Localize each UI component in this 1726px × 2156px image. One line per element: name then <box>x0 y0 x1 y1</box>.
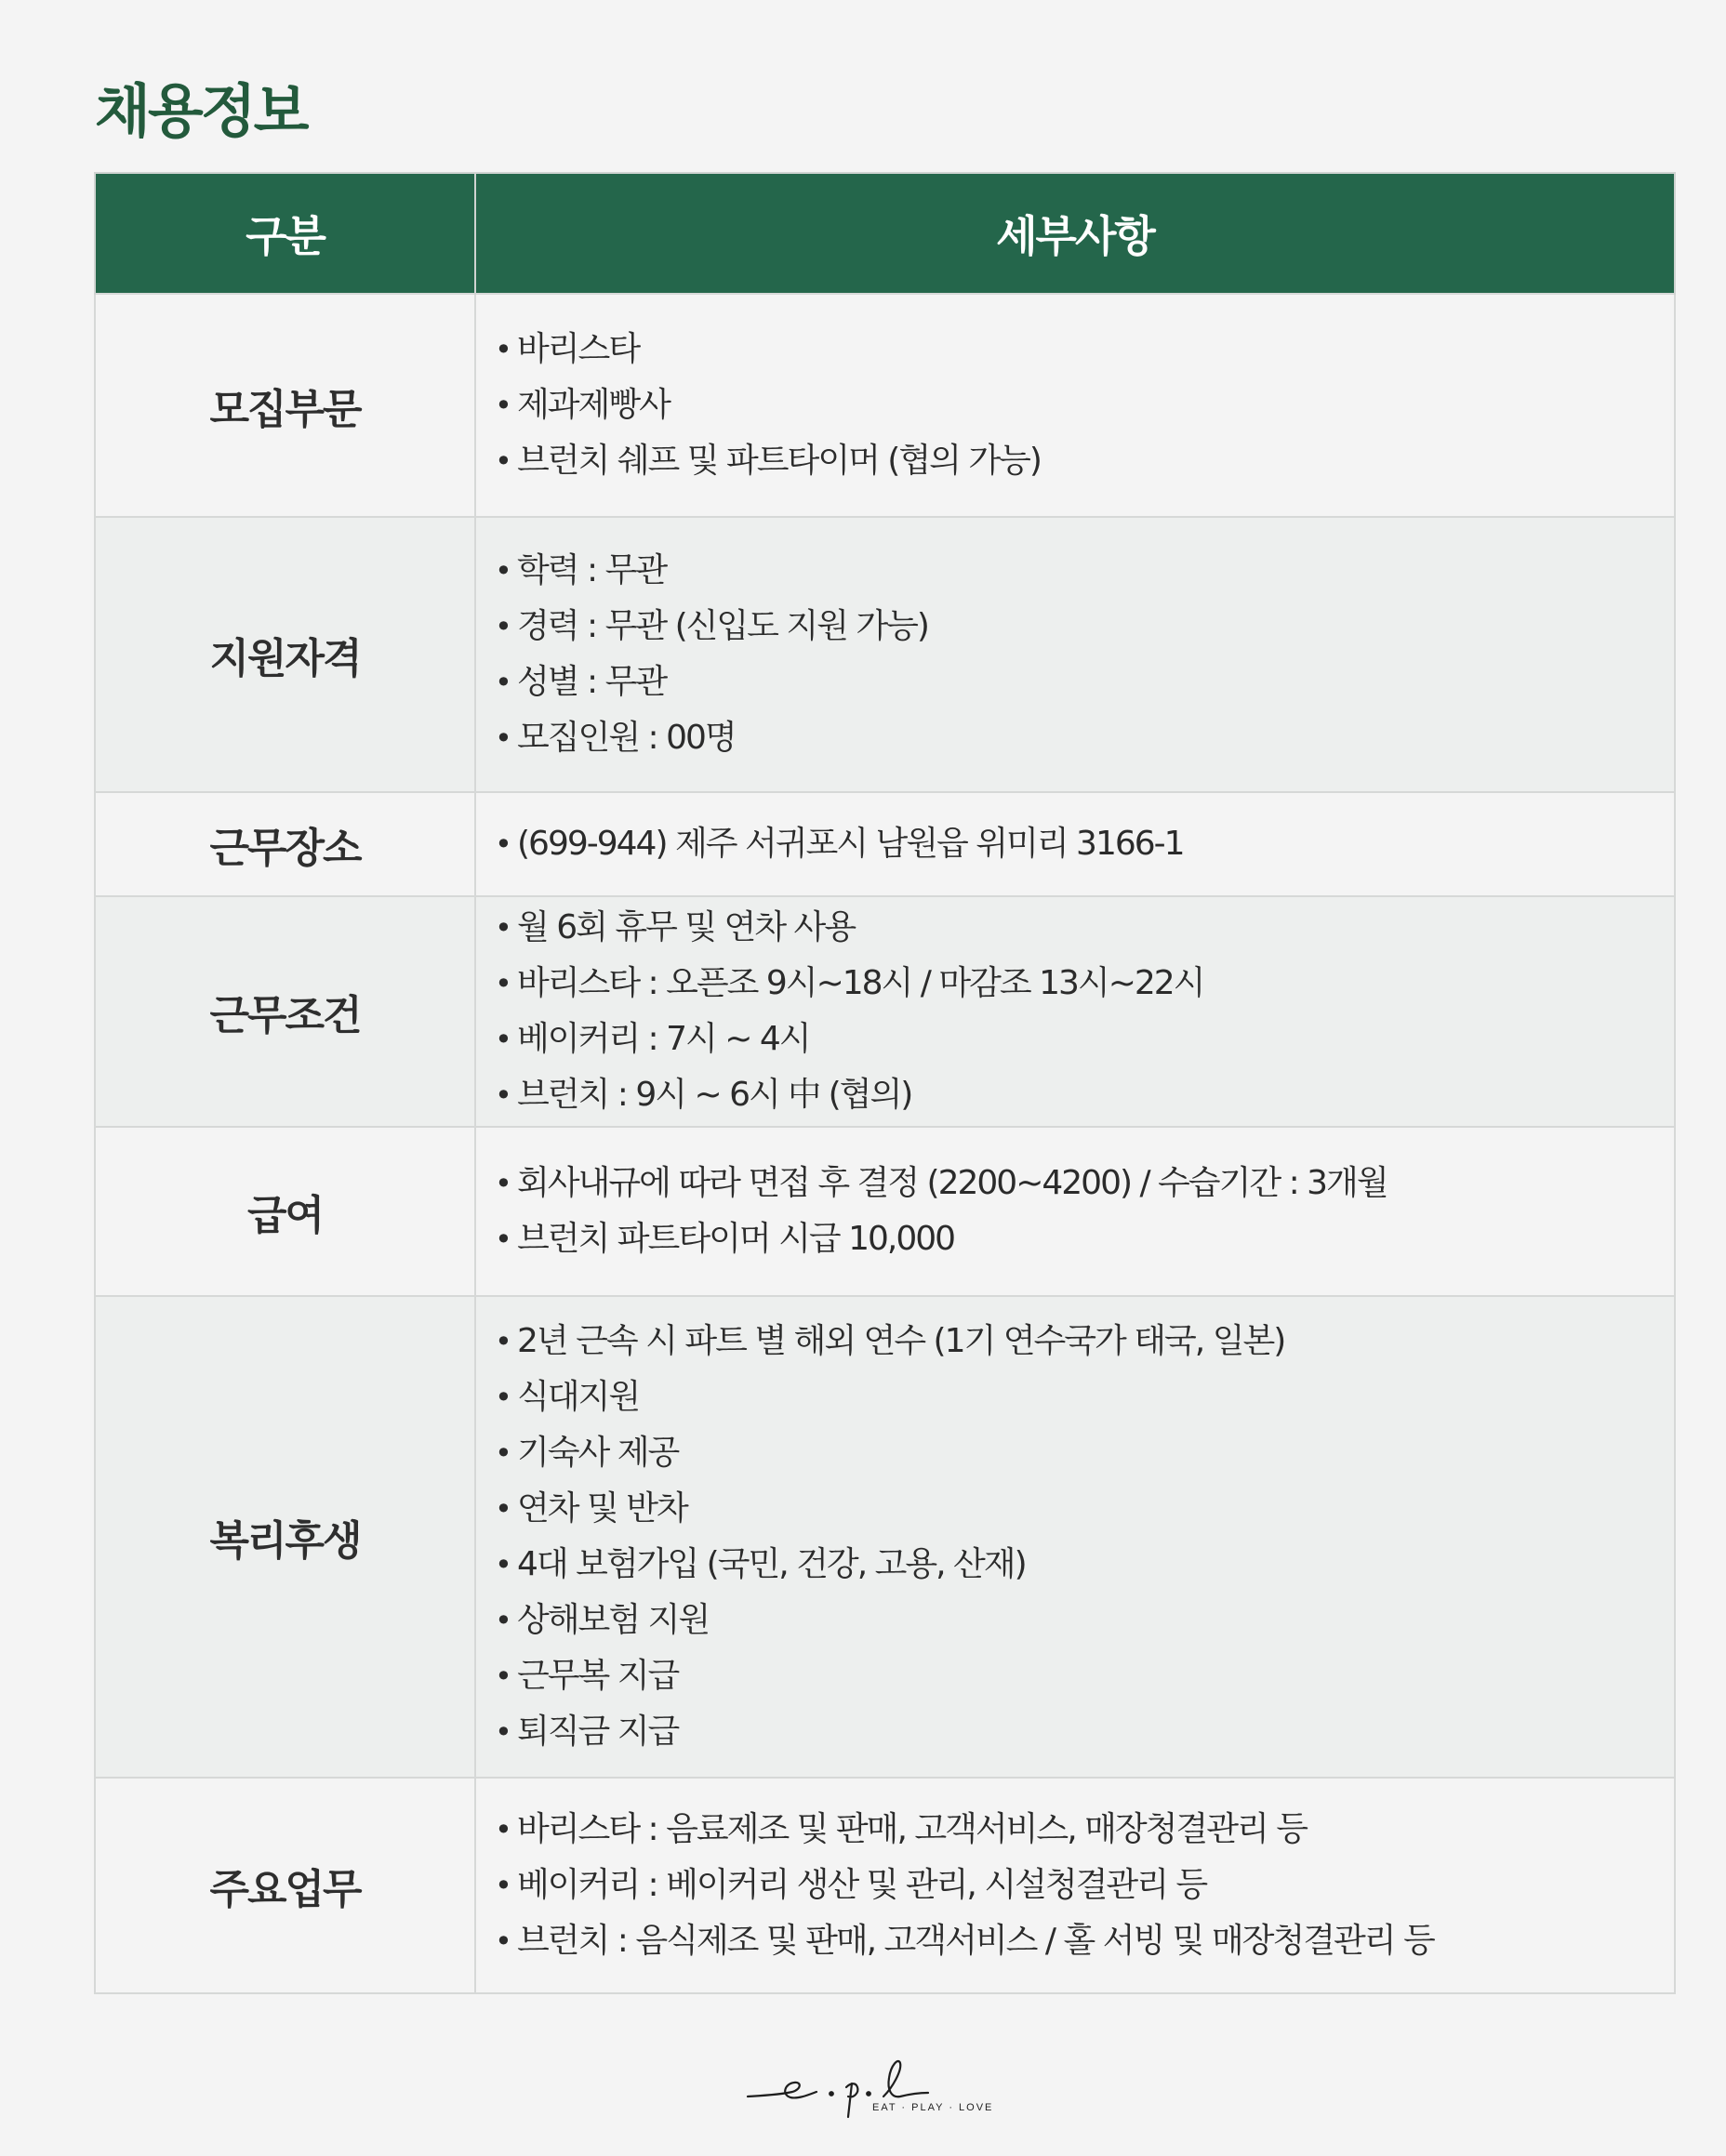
list-item-text: 회사내규에 따라 면접 후 결정 (2200~4200) / 수습기간 : 3개월 <box>517 1164 1387 1202</box>
detail-list <box>495 900 1674 1123</box>
row-details <box>475 294 1675 517</box>
list-item-text: 베이커리 : 베이커리 생산 및 관리, 시설청결관리 등 <box>517 1866 1207 1904</box>
list-item-text: 2년 근속 시 파트 별 해외 연수 (1기 연수국가 태국, 일본) <box>517 1322 1285 1360</box>
list-item <box>495 1593 1674 1648</box>
list-item <box>495 1913 1674 1969</box>
bullet-icon: • <box>495 443 511 479</box>
list-item <box>495 1802 1674 1858</box>
brand-logo <box>744 2050 994 2124</box>
list-item <box>495 1648 1674 1704</box>
bullet-icon: • <box>495 665 511 700</box>
bullet-icon: • <box>495 910 511 946</box>
bullet-icon: • <box>495 1491 511 1527</box>
list-item-text: 브런치 파트타이머 시급 10,000 <box>517 1220 955 1258</box>
detail-list <box>495 543 1674 766</box>
detail-list <box>495 816 1674 872</box>
row-category: 복리후생 <box>95 1296 475 1778</box>
list-item-text: 브런치 : 9시 ~ 6시 中 (협의) <box>517 1076 912 1114</box>
row-category: 지원자격 <box>95 517 475 792</box>
bullet-icon: • <box>495 1222 511 1257</box>
list-item <box>495 1481 1674 1537</box>
list-item <box>495 710 1674 766</box>
list-item <box>495 1537 1674 1593</box>
bullet-icon: • <box>495 1547 511 1582</box>
bullet-icon: • <box>495 1603 511 1638</box>
table-row <box>95 517 1675 792</box>
bullet-icon: • <box>495 1812 511 1847</box>
list-item-text: 식대지원 <box>517 1378 640 1416</box>
list-item-text: 월 6회 휴무 및 연차 사용 <box>517 908 856 946</box>
list-item <box>495 1314 1674 1369</box>
detail-list <box>495 322 1674 489</box>
list-item <box>495 1369 1674 1425</box>
list-item <box>495 956 1674 1012</box>
row-category: 모집부문 <box>95 294 475 517</box>
list-item-text: 제과제빵사 <box>517 386 670 424</box>
page-title: 채용정보 <box>95 77 307 145</box>
bullet-icon: • <box>495 1659 511 1694</box>
row-details <box>475 1127 1675 1296</box>
row-details <box>475 517 1675 792</box>
bullet-icon: • <box>495 721 511 756</box>
list-item <box>495 1704 1674 1760</box>
list-item-text: 학력 : 무관 <box>517 551 667 589</box>
bullet-icon: • <box>495 1166 511 1201</box>
detail-list <box>495 1314 1674 1760</box>
list-item-text: 바리스타 : 음료제조 및 판매, 고객서비스, 매장청결관리 등 <box>517 1810 1307 1848</box>
header-details: 세부사항 <box>475 173 1675 294</box>
bullet-icon: • <box>495 1435 511 1471</box>
table-body <box>95 294 1675 1993</box>
header-category: 구분 <box>95 173 475 294</box>
row-category: 주요업무 <box>95 1778 475 1993</box>
list-item <box>495 599 1674 655</box>
list-item <box>495 1425 1674 1481</box>
list-item-text: 베이커리 : 7시 ~ 4시 <box>517 1020 810 1058</box>
list-item-text: 연차 및 반차 <box>517 1489 687 1528</box>
list-item-text: 상해보험 지원 <box>517 1601 710 1639</box>
detail-list <box>495 1156 1674 1267</box>
row-details <box>475 1778 1675 1993</box>
table-header-row <box>95 173 1675 294</box>
recruitment-info-table <box>94 172 1676 1994</box>
bullet-icon: • <box>495 1022 511 1057</box>
bullet-icon: • <box>495 388 511 423</box>
list-item-text: 퇴직금 지급 <box>517 1713 679 1751</box>
list-item <box>495 1858 1674 1913</box>
list-item-text: 바리스타 : 오픈조 9시~18시 / 마감조 13시~22시 <box>517 964 1204 1002</box>
bullet-icon: • <box>495 1868 511 1903</box>
bullet-icon: • <box>495 332 511 367</box>
list-item <box>495 1012 1674 1067</box>
list-item-text: 브런치 : 음식제조 및 판매, 고객서비스 / 홀 서빙 및 매장청결관리 등 <box>517 1922 1434 1960</box>
list-item-text: 경력 : 무관 (신입도 지원 가능) <box>517 607 928 645</box>
table-row <box>95 294 1675 517</box>
table-row <box>95 1127 1675 1296</box>
bullet-icon: • <box>495 966 511 1001</box>
list-item-text: 근무복 지급 <box>517 1657 679 1695</box>
list-item <box>495 543 1674 599</box>
bullet-icon: • <box>495 827 511 862</box>
list-item-text: 4대 보험가입 (국민, 건강, 고용, 산재) <box>517 1545 1026 1583</box>
row-category: 근무장소 <box>95 792 475 896</box>
bullet-icon: • <box>495 609 511 644</box>
row-category: 근무조건 <box>95 896 475 1127</box>
table-row <box>95 792 1675 896</box>
logo-tagline: EAT · PLAY · LOVE <box>872 2102 994 2113</box>
detail-list <box>495 1802 1674 1969</box>
table-row <box>95 1296 1675 1778</box>
logo-script-mark <box>744 2050 986 2124</box>
bullet-icon: • <box>495 1714 511 1750</box>
list-item <box>495 322 1674 377</box>
list-item <box>495 1211 1674 1267</box>
list-item <box>495 1156 1674 1211</box>
list-item <box>495 655 1674 710</box>
list-item <box>495 816 1674 872</box>
row-details <box>475 896 1675 1127</box>
list-item <box>495 900 1674 956</box>
list-item-text: 기숙사 제공 <box>517 1434 679 1472</box>
bullet-icon: • <box>495 1324 511 1359</box>
table-row <box>95 1778 1675 1993</box>
row-details <box>475 1296 1675 1778</box>
bullet-icon: • <box>495 1924 511 1959</box>
list-item-text: 성별 : 무관 <box>517 663 667 701</box>
row-category: 급여 <box>95 1127 475 1296</box>
bullet-icon: • <box>495 553 511 589</box>
list-item <box>495 433 1674 489</box>
list-item-text: 모집인원 : 00명 <box>517 719 736 757</box>
bullet-icon: • <box>495 1078 511 1113</box>
list-item-text: 브런치 쉐프 및 파트타이머 (협의 가능) <box>517 442 1041 480</box>
list-item-text: 바리스타 <box>517 330 640 368</box>
row-details <box>475 792 1675 896</box>
list-item-text: (699-944) 제주 서귀포시 남원읍 위미리 3166-1 <box>517 825 1184 863</box>
bullet-icon: • <box>495 1380 511 1415</box>
list-item <box>495 1067 1674 1123</box>
table-row <box>95 896 1675 1127</box>
list-item <box>495 377 1674 433</box>
